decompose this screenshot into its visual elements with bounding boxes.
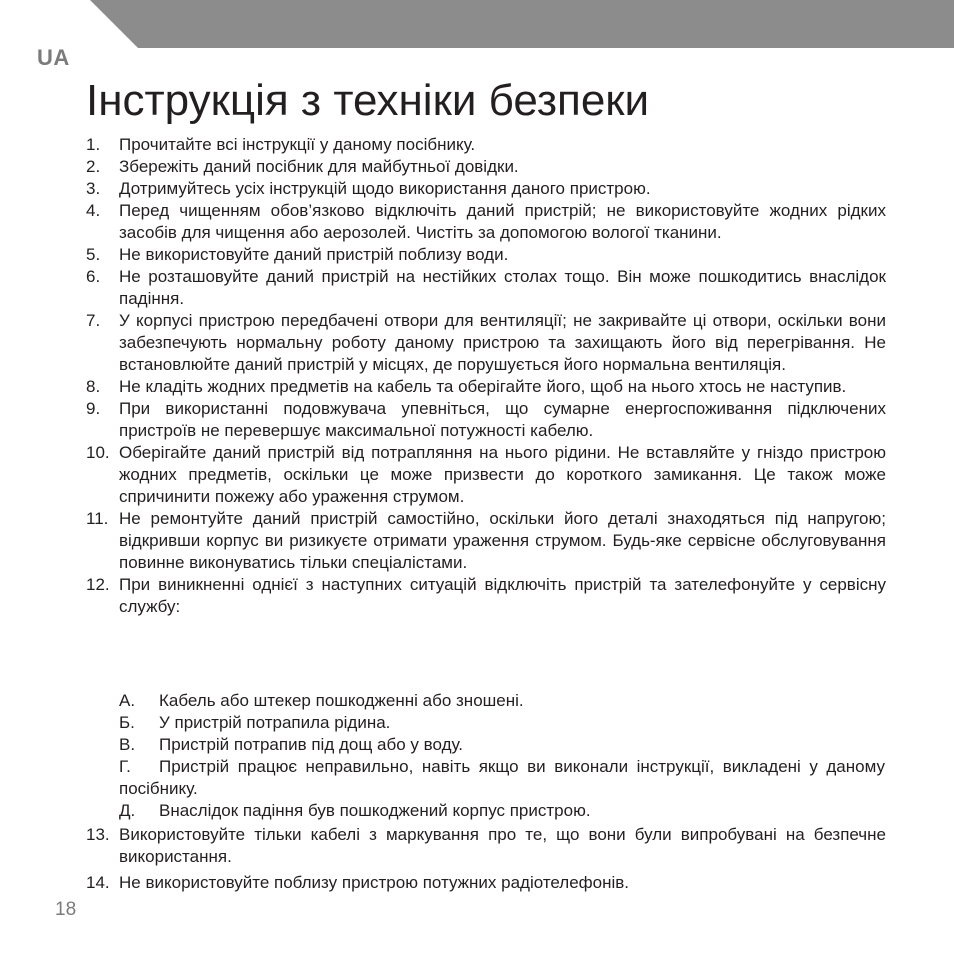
list-item bbox=[86, 156, 886, 178]
item-text: Використовуйте тільки кабелі з маркування про те, що вони були випробувані на безпечне використання. bbox=[119, 825, 886, 866]
item-number: 1. bbox=[86, 135, 101, 154]
item-text: Не ремонтуйте даний пристрій самостійно, оскільки його деталі знаходяться під напругою; відкривши корпус ви ризикуєте отримати ураження струмом. Будь-яке сервісне обслуговування повинне виконуватись тільки спеціалістами. bbox=[119, 509, 886, 572]
header-band bbox=[0, 0, 954, 48]
sublist-item bbox=[119, 712, 885, 734]
sublist-letter: А. bbox=[119, 691, 136, 710]
list-item bbox=[86, 376, 886, 398]
page-title: Інструкція з техніки безпеки bbox=[86, 76, 650, 125]
item-text: При використанні подовжувача упевніться, що сумарне енергоспоживання підключених пристроїв не перевершує максимальної потужності кабелю. bbox=[119, 399, 886, 440]
sublist-item bbox=[119, 800, 885, 822]
item-text: Дотримуйтесь усіх інструкцій щодо використання даного пристрою. bbox=[119, 179, 651, 198]
sublist-text: Внаслідок падіння був пошкоджений корпус пристрою. bbox=[159, 801, 591, 820]
sublist-letter: Г. bbox=[119, 757, 131, 776]
list-item bbox=[86, 508, 886, 574]
item-number: 5. bbox=[86, 245, 101, 264]
list-item bbox=[86, 178, 886, 200]
safety-instructions-list-continued bbox=[86, 824, 886, 894]
sublist-letter: Б. bbox=[119, 713, 135, 732]
sublist-text: Пристрій потрапив під дощ або у воду. bbox=[159, 735, 464, 754]
item-number: 11. bbox=[86, 509, 109, 528]
item-text: Оберігайте даний пристрій від потрапляння на нього рідини. Не вставляйте у гніздо пристрою жодних предметів, оскільки це може призвести до короткого замикання. Це також може спричинити пожежу або ураження струмом. bbox=[119, 443, 886, 506]
list-item bbox=[86, 872, 886, 894]
item-number: 12. bbox=[86, 575, 110, 594]
item-text: Збережіть даний посібник для майбутньої довідки. bbox=[119, 157, 519, 176]
item-text: Не розташовуйте даний пристрій на нестійких столах тощо. Він може пошкодитись внаслідок падіння. bbox=[119, 267, 886, 308]
sublist-text: Пристрій працює неправильно, навіть якщо ви виконали інструкції, викладені у даному посібнику. bbox=[119, 757, 885, 798]
sublist-letter: В. bbox=[119, 735, 136, 754]
list-item bbox=[86, 824, 886, 868]
item-number: 10. bbox=[86, 443, 110, 462]
item-number: 13. bbox=[86, 825, 110, 844]
item-number: 14. bbox=[86, 873, 110, 892]
item-number: 8. bbox=[86, 377, 101, 396]
item-text: Не використовуйте поблизу пристрою потужних радіотелефонів. bbox=[119, 873, 630, 892]
list-item bbox=[86, 442, 886, 508]
sublist-letter: Д. bbox=[119, 801, 136, 820]
item-number: 3. bbox=[86, 179, 101, 198]
list-item bbox=[86, 134, 886, 156]
list-item bbox=[86, 266, 886, 310]
sublist-item bbox=[119, 734, 885, 756]
list-item bbox=[86, 244, 886, 266]
language-label: UA bbox=[37, 45, 70, 70]
list-item bbox=[86, 200, 886, 244]
list-item bbox=[86, 310, 886, 376]
item-text: При виникненні однієї з наступних ситуацій відключіть пристрій та зателефонуйте у сервісну службу: bbox=[119, 575, 886, 616]
item-text: Перед чищенням обов’язково відключіть даний пристрій; не використовуйте жодних рідких засобів для чищення або аерозолей. Чистіть за допомогою вологої тканини. bbox=[119, 201, 886, 242]
item-number: 4. bbox=[86, 201, 101, 220]
page-number: 18 bbox=[55, 899, 77, 920]
list-item bbox=[86, 574, 886, 618]
item-text: Не використовуйте даний пристрій поблизу води. bbox=[119, 245, 509, 264]
item-number: 9. bbox=[86, 399, 101, 418]
safety-instructions-list bbox=[86, 134, 886, 618]
item-number: 2. bbox=[86, 157, 101, 176]
sublist-text: Кабель або штекер пошкодженні або зношені. bbox=[159, 691, 524, 710]
sublist-text: У пристрій потрапила рідина. bbox=[159, 713, 391, 732]
item-number: 6. bbox=[86, 267, 101, 286]
sublist-item bbox=[119, 756, 885, 800]
list-item bbox=[86, 398, 886, 442]
sublist-item bbox=[119, 690, 885, 712]
situations-sublist bbox=[119, 690, 885, 822]
item-text: Не кладіть жодних предметів на кабель та оберігайте його, щоб на нього хтось не наступив. bbox=[119, 377, 847, 396]
item-text: Прочитайте всі інструкції у даному посібнику. bbox=[119, 135, 476, 154]
item-number: 7. bbox=[86, 311, 101, 330]
item-text: У корпусі пристрою передбачені отвори для вентиляції; не закривайте ці отвори, оскільки вони забезпечують нормальну роботу даному пристрою та захищають його від перегрівання. Не встановлюйте даний пристрій у місцях, де порушується його нормальна вентиляція. bbox=[119, 311, 886, 374]
